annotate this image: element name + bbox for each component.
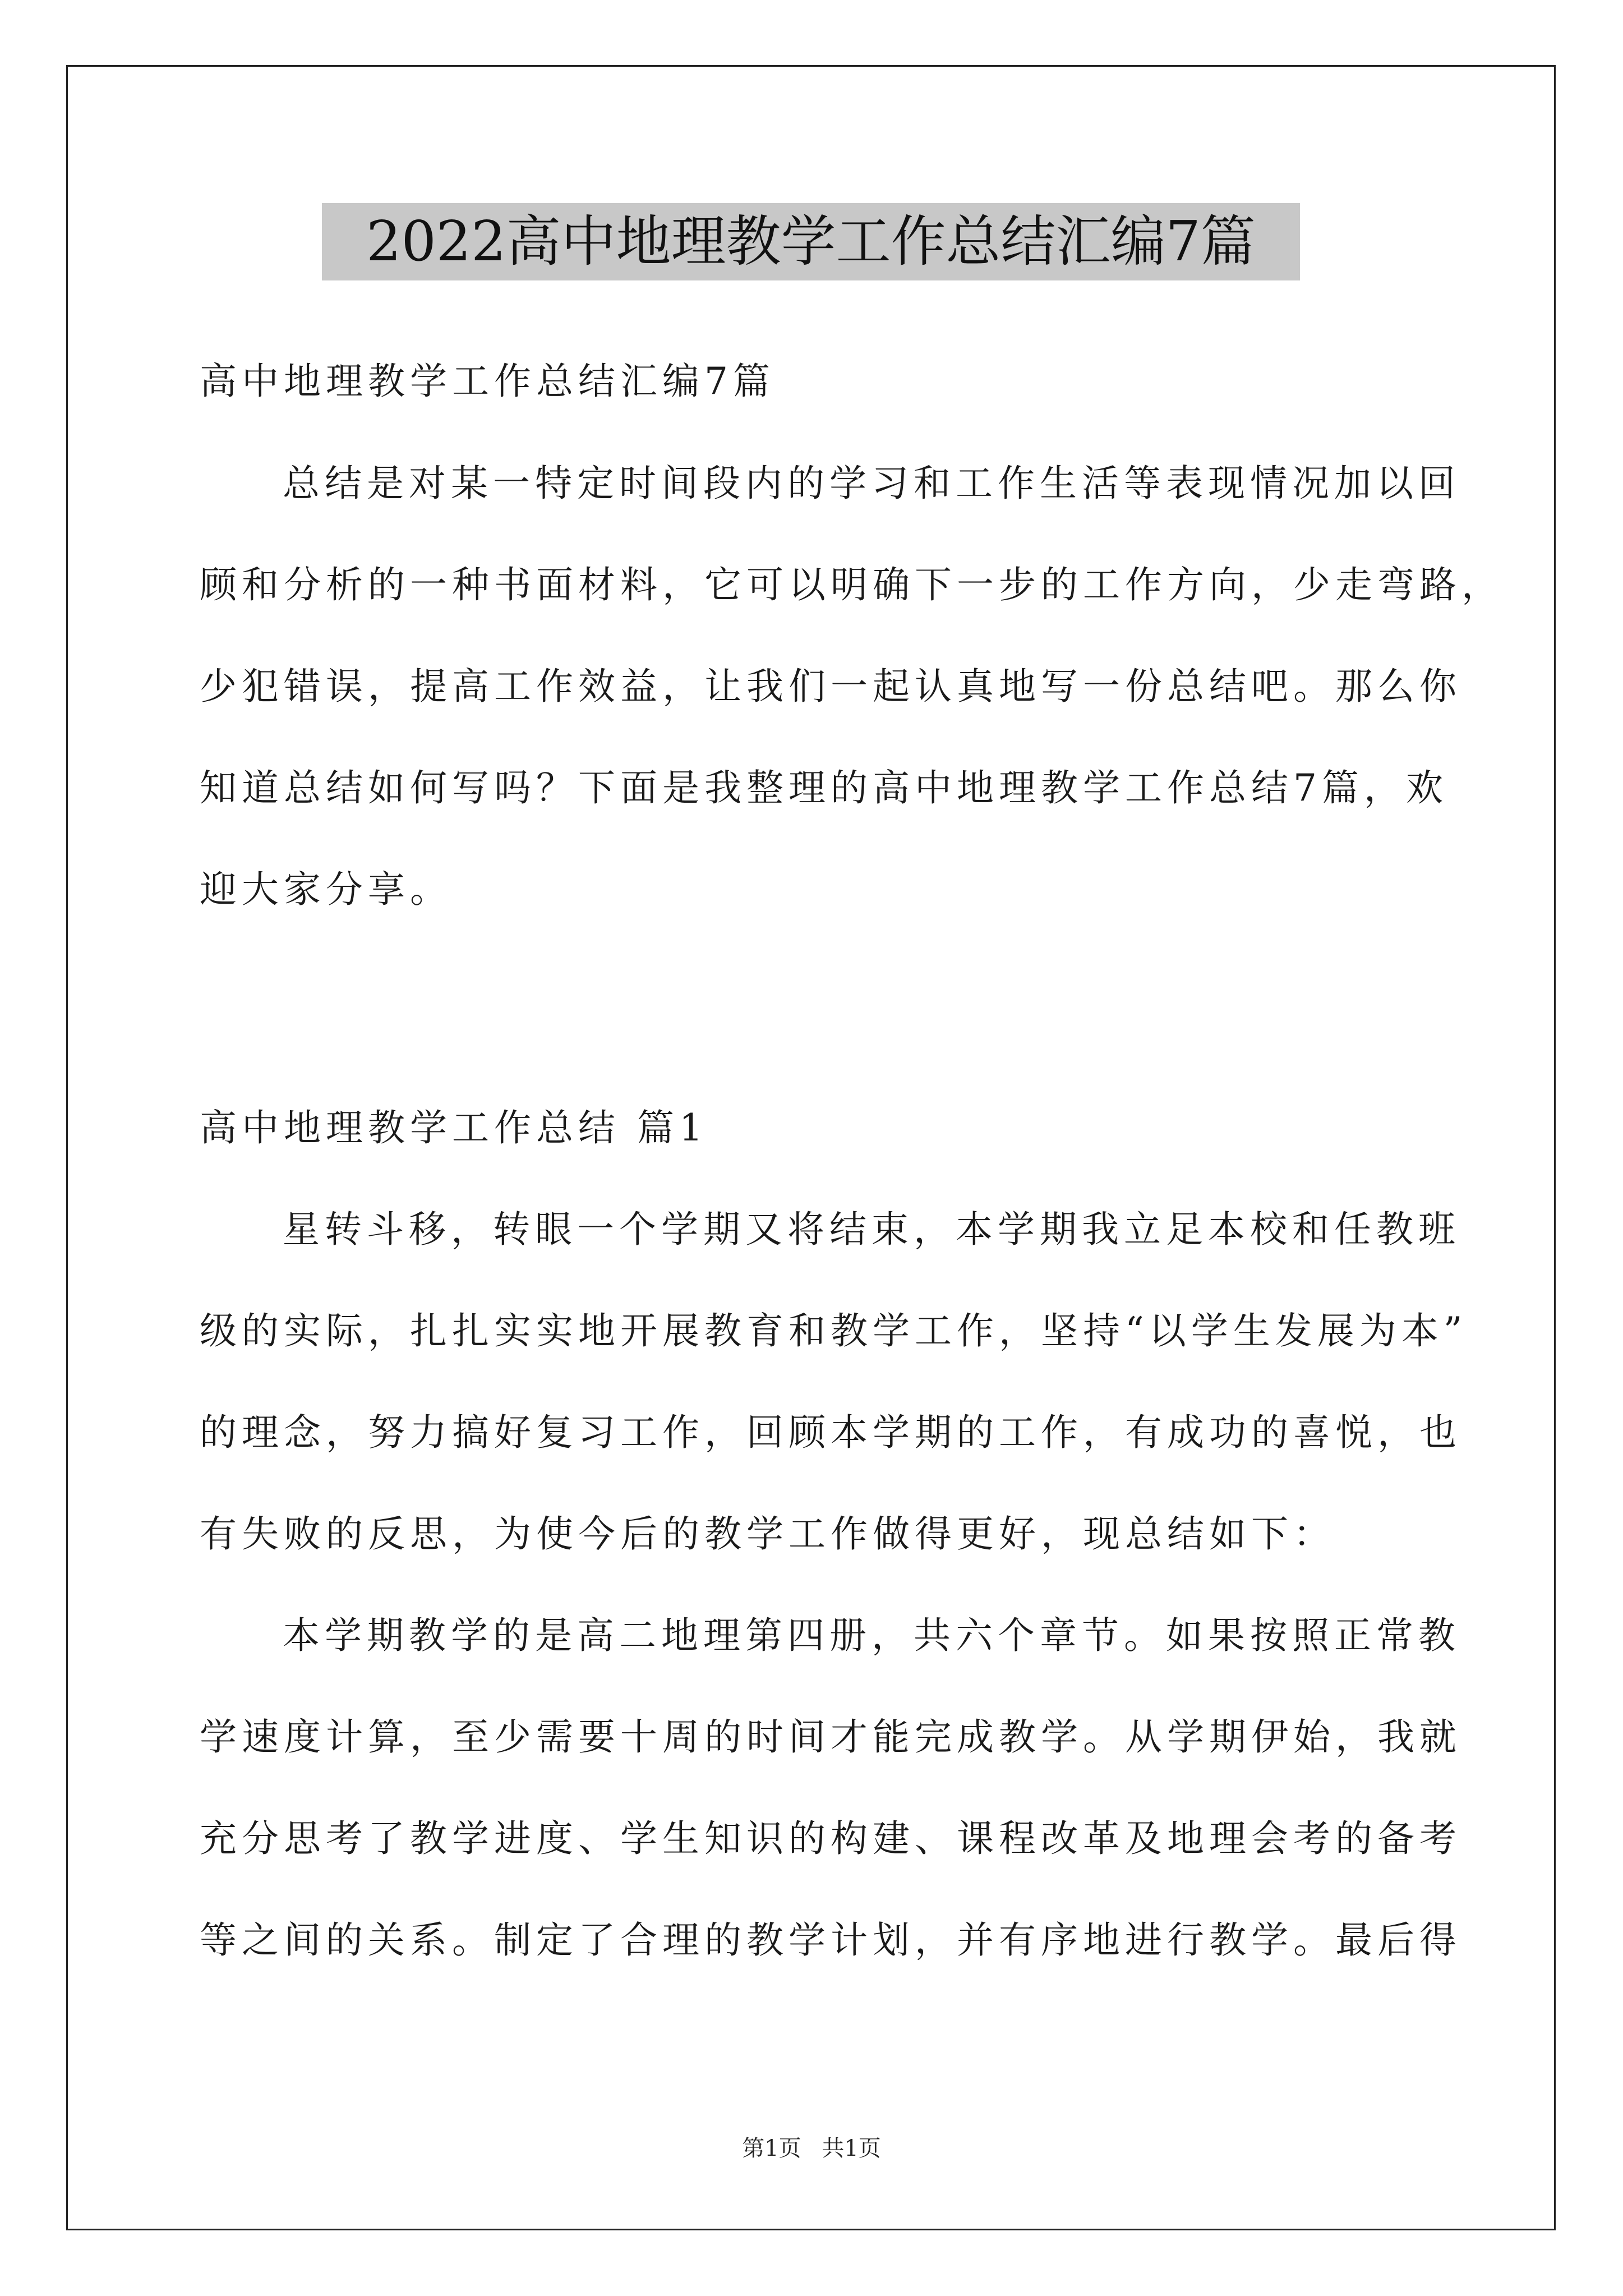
intro-line: 总结是对某一特定时间段内的学习和工作生活等表现情况加以回	[283, 462, 1460, 505]
intro-line: 顾和分析的一种书面材料，它可以明确下一步的工作方向，少走弯路，	[200, 563, 1504, 606]
document-title: 2022高中地理教学工作总结汇编7篇	[322, 203, 1300, 280]
paragraph-line: 级的实际，扎扎实实地开展教育和教学工作，坚持“以学生发展为本”	[200, 1309, 1468, 1352]
intro-line: 知道总结如何写吗？下面是我整理的高中地理教学工作总结7篇，欢	[200, 766, 1448, 809]
page-total: 共1页	[822, 2136, 881, 2161]
paragraph-line: 的理念，努力搞好复习工作，回顾本学期的工作，有成功的喜悦，也	[200, 1411, 1461, 1454]
intro-line: 少犯错误，提高工作效益，让我们一起认真地写一份总结吧。那么你	[200, 665, 1461, 708]
paragraph-line: 有失败的反思，为使今后的教学工作做得更好，现总结如下：	[200, 1512, 1335, 1556]
paragraph-line: 等之间的关系。制定了合理的教学计划，并有序地进行教学。最后得	[200, 1918, 1461, 1962]
paragraph-line: 学速度计算，至少需要十周的时间才能完成教学。从学期伊始，我就	[200, 1715, 1461, 1759]
intro-line: 迎大家分享。	[200, 868, 452, 911]
paragraph-line: 充分思考了教学进度、学生知识的构建、课程改革及地理会考的备考	[200, 1817, 1461, 1860]
paragraph-line: 星转斗移，转眼一个学期又将结束，本学期我立足本校和任教班	[283, 1208, 1460, 1251]
document-subtitle: 高中地理教学工作总结汇编7篇	[200, 360, 775, 403]
paragraph-line: 本学期教学的是高二地理第四册，共六个章节。如果按照正常教	[283, 1614, 1460, 1657]
section-heading: 高中地理教学工作总结 篇1	[200, 1106, 708, 1149]
page-number: 第1页	[742, 2136, 801, 2161]
page-footer	[0, 2134, 1623, 2162]
